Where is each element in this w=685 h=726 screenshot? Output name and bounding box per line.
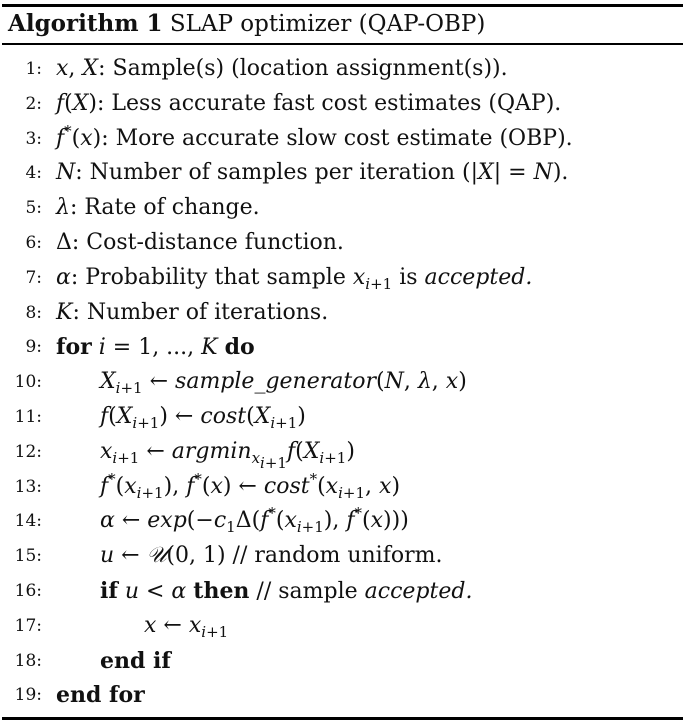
line-text: end for [56,682,145,709]
line-number: 9: [25,337,42,358]
line-number: 11: [14,407,42,427]
line-text: $f^*(x_{i+1})$, f*(x) ← $\cos t^*(x_{i+1}$, x) [100,469,401,502]
line-text: λ: Rate of change. [56,195,260,221]
line-number: 16: [14,581,42,601]
bottom-rule [2,717,683,720]
line-number: 15: [14,546,42,567]
line-text: for i = 1, ..., K do [56,334,255,361]
line-text: α ← $\exp(-c_1\Delta(f^*(x_{i+1})$, f*(x))) [100,504,409,537]
line-text: f*(x): More accurate slow cost estimate (OBP). [56,121,573,151]
line-number: 14: [14,511,42,532]
line-text: $X_{i+1}$ ← sample_generator(N, λ, x) [100,369,467,398]
line-number: 5: [25,198,42,219]
algorithm-label: Algorithm 1 [8,10,163,37]
line-number: 3: [25,128,42,149]
line-number: 8: [25,302,42,323]
line-text: α: Probability that sample $x_{i+1}$ is accepted. [56,264,533,293]
line-text: x ← $x_{i+1}$ [144,612,229,641]
caption-rule [2,43,683,45]
line-number: 2: [25,93,42,114]
line-number: 7: [25,267,42,288]
line-text: N: Number of samples per iteration (|X| = N). [56,160,569,186]
line-number: 10: [14,372,42,393]
line-text: u ← 𝒰(0, 1) // random uniform. [100,543,443,569]
top-rule [2,4,683,7]
line-text: end if [100,647,171,674]
line-text: $f(X_{i+1})$ ← $\cos t(X_{i+1})$ [100,404,306,432]
line-text: Δ: Cost-distance function. [56,230,344,255]
algorithm-caption [8,9,485,39]
line-number: 12: [14,441,42,462]
line-text: K: Number of iterations. [56,299,329,325]
line-text: f(X): Less accurate fast cost estimates (QAP). [56,90,562,116]
line-text: x, X: Sample(s) (location assignment(s)). [56,56,508,81]
line-number: 1: [25,59,42,79]
algorithm-title: SLAP optimizer (QAP-OBP) [169,11,486,37]
line-text: $x_{i+1}$ ← $argmin_{x_{i+1}}f(X_{i+1})$ [100,438,355,472]
line-number: 6: [25,233,42,253]
line-number: 13: [14,476,42,497]
line-text: if u < α then // sample accepted. [100,578,473,604]
line-number: 18: [14,650,42,671]
line-number: 19: [14,685,42,706]
line-number: 4: [25,163,42,184]
line-number: 17: [14,615,42,636]
